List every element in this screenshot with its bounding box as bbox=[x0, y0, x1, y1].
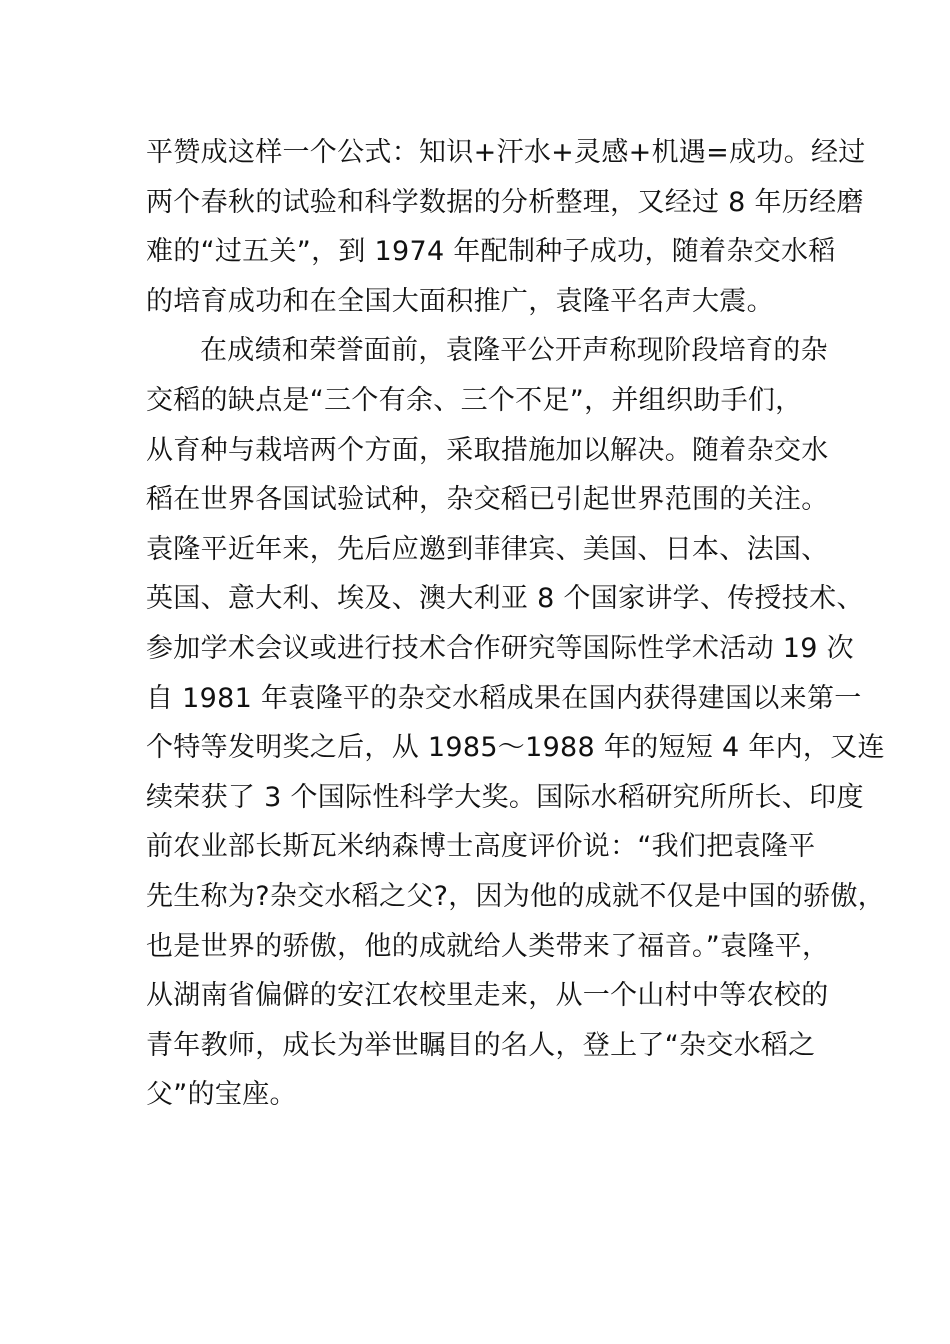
paragraph-line: 的培育成功和在全国大面积推广，袁隆平名声大震。 bbox=[146, 285, 774, 317]
paragraph-line: 难的“过五关”，到 1974 年配制种子成功，随着杂交水稻 bbox=[146, 236, 836, 268]
paragraph-line: 续荣获了 3 个国际性科学大奖。国际水稻研究所所长、印度 bbox=[146, 781, 864, 813]
paragraph-line: 两个春秋的试验和科学数据的分析整理，又经过 8 年历经磨 bbox=[146, 186, 864, 218]
paragraph-line: 从育种与栽培两个方面，采取措施加以解决。随着杂交水 bbox=[146, 434, 829, 466]
paragraph-line: 先生称为?杂交水稻之父?，因为他的成就不仅是中国的骄傲， bbox=[146, 880, 886, 912]
paragraph-line: 前农业部长斯瓦米纳森博士高度评价说：“我们把袁隆平 bbox=[146, 831, 816, 863]
paragraph-line: 从湖南省偏僻的安江农校里走来，从一个山村中等农校的 bbox=[146, 980, 829, 1012]
paragraph-line: 自 1981 年袁隆平的杂交水稻成果在国内获得建国以来第一 bbox=[146, 682, 862, 714]
paragraph-line: 稻在世界各国试验试种，杂交稻已引起世界范围的关注。 bbox=[146, 484, 829, 516]
paragraph-line: 参加学术会议或进行技术合作研究等国际性学术活动 19 次 bbox=[146, 632, 854, 664]
paragraph-line: 父”的宝座。 bbox=[146, 1079, 297, 1111]
document-body bbox=[146, 128, 886, 1120]
paragraph-line: 平赞成这样一个公式：知识+汗水+灵感+机遇=成功。经过 bbox=[146, 137, 866, 168]
paragraph-line: 袁隆平近年来，先后应邀到菲律宾、美国、日本、法国、 bbox=[146, 533, 829, 565]
paragraph-line: 在成绩和荣誉面前，袁隆平公开声称现阶段培育的杂 bbox=[200, 335, 828, 367]
paragraph-line: 青年教师，成长为举世瞩目的名人，登上了“杂交水稻之 bbox=[146, 1029, 816, 1061]
paragraph-line: 交稻的缺点是“三个有余、三个不足”，并组织助手们， bbox=[146, 384, 803, 416]
paragraph-line: 个特等发明奖之后，从 1985～1988 年的短短 4 年内，又连 bbox=[146, 732, 885, 764]
paragraph-line: 也是世界的骄傲，他的成就给人类带来了福音。”袁隆平， bbox=[146, 930, 830, 962]
paragraph-line: 英国、意大利、埃及、澳大利亚 8 个国家讲学、传授技术、 bbox=[146, 583, 864, 615]
